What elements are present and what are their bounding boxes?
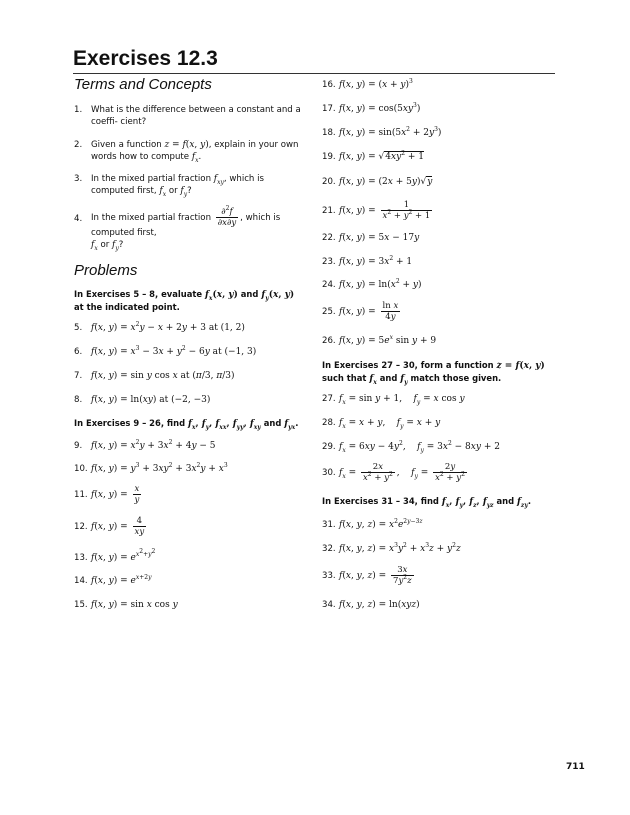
exercise-22: 22. f(x, y) = 5x − 17y bbox=[322, 233, 420, 243]
exercise-27: 27. $f_x = \sin y + 1$, $f_y = x$ cos y bbox=[322, 394, 465, 406]
exercise-25: 25. f(x, y) = $\frac{\text{ln x}}{4y}$ bbox=[322, 301, 399, 322]
instructions-27-30: In Exercises 27 – 30, form a function z = f(x, y) such that $f_x$ and $f_y$ match those given. bbox=[322, 360, 545, 386]
exercise-1: 1. What is the difference between a constant and a coeffi- cient? bbox=[74, 105, 301, 127]
exercise-29: 29. $f_x = 6xy - 4y^2$, $f_y = 3x^2 - 8xy + 2$ bbox=[322, 440, 500, 454]
exercise-20: 20. f(x, y) = (2x + 5y)√y bbox=[322, 177, 433, 187]
exercise-16: 16. f(x, $y) = (x + y)^3$ bbox=[322, 78, 413, 90]
exercise-21: 21. f(x, y) = $\frac{1}{x^2 + y^2 + 1}$ bbox=[322, 200, 431, 221]
exercise-31: 31. f(x, y, $z) = x^2e^{2y-3z}$ bbox=[322, 518, 423, 530]
page-title: Exercises 12.3 bbox=[73, 46, 555, 74]
exercise-14: 14. f(x, $y) = e^{x+2y}$ bbox=[74, 574, 152, 586]
problems-heading: Problems bbox=[74, 262, 138, 279]
exercise-15: 15. f(x, y) = sin x cos y bbox=[74, 600, 178, 610]
exercise-32: 32. f(x, y, $z) = x^3y^2 + x^3z + y^2z$ bbox=[322, 542, 461, 554]
exercise-10: 10. f(x, $y) = y^3 + 3xy^2 + 3x^2y + x^3$ bbox=[74, 462, 228, 474]
exercise-6: 6. f(x, $y) = x^3 - 3x + y^2 - 6y$ at (−1, 3) bbox=[74, 345, 257, 357]
exercise-13: 13. f(x, $y) = e^{x^2+y^2}$ bbox=[74, 548, 156, 563]
exercise-3: 3. In the mixed partial fraction $f_{xy}$, which is computed first, $f_x$ or $f_y$? bbox=[74, 174, 264, 198]
exercise-8: 8. f(x, y) = ln(xy) at (−2, −3) bbox=[74, 395, 211, 405]
exercise-26: 26. f(x, $y) = 5e^x$ sin y + 9 bbox=[322, 334, 437, 346]
instructions-31-34: In Exercises 31 – 34, find $f_x$, $f_y$, $f_z$, $f_{yz}$ and $f_{zy}$. bbox=[322, 496, 532, 509]
exercise-12: 12. f(x, y) = $\frac{4}{xy}$ bbox=[74, 516, 145, 537]
exercise-9: 9. f(x, $y) = x^2y + 3x^2 + 4y - 5$ bbox=[74, 439, 216, 451]
exercise-24: 24. f(x, $y) = \ln(x^2 + y)$ bbox=[322, 278, 422, 290]
exercise-5: 5. f(x, $y) = x^2y - x + 2y + 3$ at (1, 2) bbox=[74, 321, 245, 333]
exercise-2: 2. Given a function z = f(x, y), explain in your own words how to compute $f_x$. bbox=[74, 140, 299, 164]
exercise-4: 4. In the mixed partial fraction $\frac{\partial^2f}{\partial x\partial y}$ , which is computed first, $f_x$ or $f_y$? bbox=[74, 205, 281, 252]
exercise-30: 30. $f_x$ = $\frac{2x}{x^2 + y^2}$ , $f_y$ = $\frac{2y}{x^2 + y^2}$ bbox=[322, 462, 465, 483]
exercise-34: 34. f(x, y, z) = ln(xyz) bbox=[322, 600, 420, 610]
instructions-9-26: In Exercises 9 – 26, find $f_x$, $f_y$, $f_{xx}$, $f_{yy}$, $f_{xy}$ and $f_{yx}$. bbox=[74, 418, 299, 431]
page-number: 711 bbox=[566, 762, 585, 772]
exercise-19: 19. f(x, $y) = √4xy^2 + 1$ bbox=[322, 150, 425, 162]
exercise-11: 11. f(x, y) = $\frac{x}{y}$ bbox=[74, 484, 140, 505]
exercise-28: 28. $f_x = x + y$, $f_y = x + y$ bbox=[322, 418, 441, 430]
exercise-17: 17. f(x, $y) = \cos(5xy^3)$ bbox=[322, 102, 421, 114]
exercise-33: 33. f(x, y, z) = $\frac{3x}{7y^2z}$ bbox=[322, 565, 412, 586]
terms-heading: Terms and Concepts bbox=[74, 76, 212, 93]
instructions-5-8: In Exercises 5 – 8, evaluate $f_x(x$, y) and $f_y(x$, y) at the indicated point. bbox=[74, 289, 295, 312]
exercise-18: 18. f(x, $y) = \sin(5x^2 + 2y^3)$ bbox=[322, 126, 442, 138]
exercise-23: 23. f(x, $y) = 3x^2 + 1$ bbox=[322, 255, 413, 267]
exercise-7: 7. f(x, y) = sin y cos x at (π/3, π/3) bbox=[74, 371, 235, 381]
